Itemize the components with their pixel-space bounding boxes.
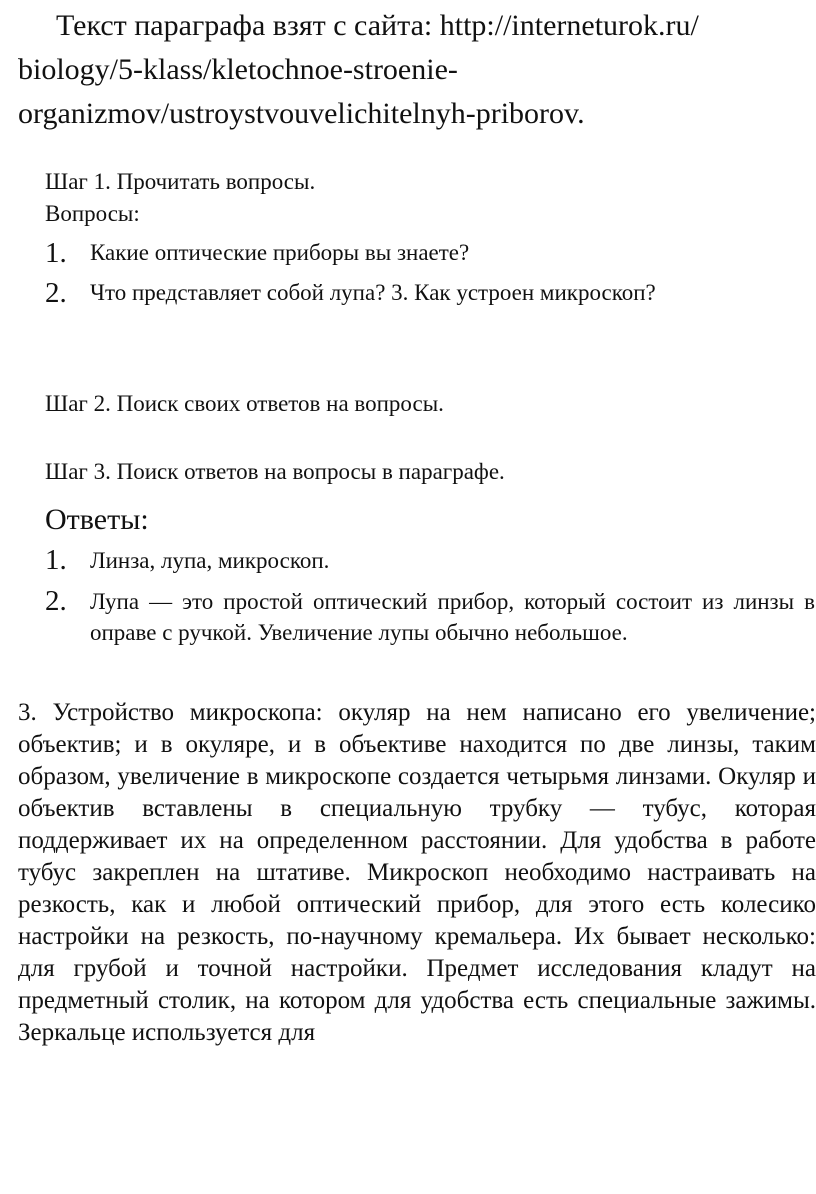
question-text: Что представляет собой лупа? 3. Как устроен микроскоп? — [90, 280, 656, 305]
questions-list — [45, 238, 815, 308]
answer-text: Линза, лупа, микроскоп. — [90, 548, 330, 573]
step-2-heading: Шаг 2. Поиск своих ответов на вопросы. — [45, 391, 444, 416]
question-number: 1. — [45, 237, 67, 269]
answers-list — [45, 545, 815, 648]
step-3-heading: Шаг 3. Поиск ответов на вопросы в параграфе. — [45, 459, 505, 484]
answer-item — [45, 545, 815, 576]
answer-3-paragraph: 3. Устройство микроскопа: окуляр на нем написано его увеличение; объектив; и в окуляре, и в объективе находится по две линзы, таким образом, увеличение в микроскопе создается четырьмя линзами. Окуляр и объектив вставлены в специальную трубку — тубус, которая поддерживает их на определенном расстоянии. Для удобства в работе тубус закреплен на штативе. Микроскоп необходимо настраивать на резкость, как и любой оптический прибор, для этого есть колесико настройки на резкость, по-научному кремальера. Их бывает несколько: для грубой и точной настройки. Предмет исследования кладут на предметный столик, на котором для удобства есть специальные зажимы. Зеркальце используется для — [18, 699, 816, 1046]
questions-label: Вопросы: — [45, 201, 140, 226]
source-paragraph: Текст параграфа взят с сайта: http://interneturok.ru/ biology/5-klass/kletochnoe-stroenie- organizmov/ustroystvouvelichitelnyh-priborov. — [18, 9, 699, 130]
step-1-heading: Шаг 1. Прочитать вопросы. — [45, 169, 316, 194]
question-item — [45, 278, 670, 308]
question-item — [45, 238, 815, 268]
answer-number: 2. — [45, 585, 67, 617]
question-text: Какие оптические приборы вы знаете? — [90, 240, 470, 265]
answer-item — [45, 586, 815, 648]
question-number: 2. — [45, 277, 67, 309]
answer-number: 1. — [45, 544, 67, 576]
answers-title: Ответы: — [45, 503, 149, 536]
answer-text: Лупа — это простой оптический прибор, который состоит из линзы в оправе с ручкой. Увеличение лупы обычно небольшое. — [90, 589, 815, 645]
